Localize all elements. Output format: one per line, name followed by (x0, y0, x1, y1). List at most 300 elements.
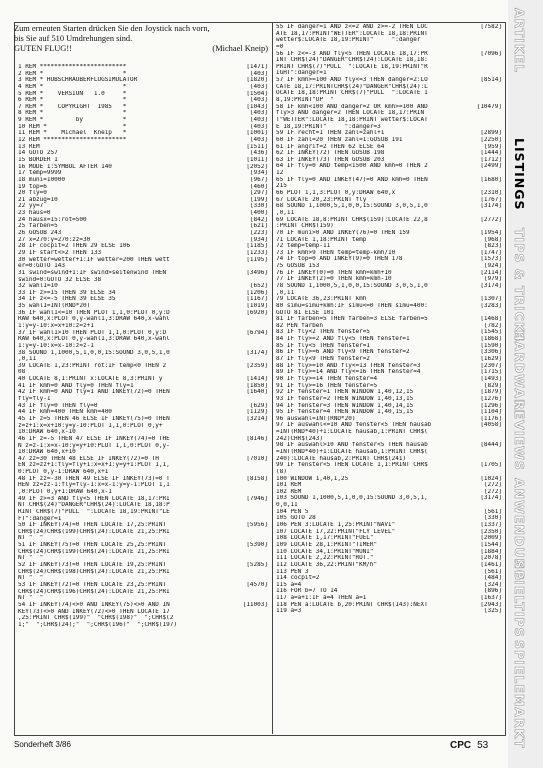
listing-line (276, 44, 502, 51)
listing-checksum: [1545] (480, 329, 502, 336)
listing-line (18, 64, 268, 71)
listing-checksum: [403] (249, 83, 268, 90)
listing-line (276, 163, 502, 170)
listing-line (18, 456, 268, 463)
listing-line (276, 77, 502, 84)
listing-checksum: [2310] (480, 190, 502, 197)
listing-line (276, 183, 502, 190)
listing-code: 45 IF z=5 THEN 46 ELSE IF INKEY(75)=0 THEN (18, 415, 170, 422)
listing-checksum: [403] (249, 97, 268, 104)
listing-line (276, 329, 502, 336)
listing-code: 14 GOTO 257 (18, 150, 58, 157)
listing-checksum: [1504] (246, 90, 268, 97)
listing-line (276, 190, 502, 197)
listing-line (276, 336, 502, 343)
listing-checksum: [629] (249, 402, 268, 409)
listing-checksum: [621] (249, 223, 268, 230)
listing-code: =0 (276, 43, 284, 50)
listing-line (276, 223, 502, 230)
listing-code: 81 IF farben=5 THEN farben=3 ELSE farben=5 (276, 316, 428, 323)
listing-line (18, 423, 268, 430)
listing-line (276, 210, 502, 217)
listing-checksum: [2499] (480, 163, 502, 170)
listing-code: 17 temp=9999 (18, 170, 62, 177)
listing-code: 39 LOCATE 1,23:PRINT rot:IF temp<0 THEN 2 (18, 362, 167, 369)
listing-line (276, 250, 502, 257)
listing-checksum: [1461] (480, 561, 502, 568)
listing-line (18, 476, 268, 483)
listing-left-column (18, 24, 268, 628)
listing-code: 118 PEN a:LOCATE b,20:PRINT CHR$(143):NEXT (276, 601, 428, 608)
listing-code: 1;" ";CHR$(24);" ";CHR$(196)" ";CHR$(197) (18, 621, 177, 628)
listing-checksum: [1879] (480, 389, 502, 396)
listing-code: 97 IF auswahl<=10 AND fenster<5 THEN hausab (276, 422, 432, 429)
listing-line (276, 409, 502, 416)
listing-code: 93 IF fenster=2 THEN WINDOW 1,40,13,15 (276, 395, 414, 402)
footer-magazine: CPC (450, 740, 472, 751)
listing-code: CHR$(24)CHR$(198)CHR$(24):LOCATE 21,25:PRI (18, 568, 170, 575)
listing-code: 18 muni=10000 (18, 176, 65, 183)
listing-code: RAW 640,x:PLOT 0,y-wahl1,3:DRAW 640,x-wahl (18, 336, 170, 343)
listing-line (276, 283, 502, 290)
listing-line (276, 290, 502, 297)
listing-line (18, 622, 268, 629)
listing-line (18, 369, 268, 376)
listing-code: 76 IF INKEY(0)=0 THEN kmh=kmh+10 (276, 269, 392, 276)
listing-code: 10 REM * * (18, 123, 127, 130)
listing-code: 94 IF fenster=3 THEN WINDOW 1,40,14,15 (276, 402, 414, 409)
listing-code: 22 yy=7 (18, 203, 44, 210)
listing-checksum: [934] (249, 236, 268, 243)
listing-line (18, 170, 268, 177)
listing-code: 84 IF fly>=2 AND fly<5 THEN fenster=1 (276, 336, 410, 343)
listing-code: 113 PEN 3 (276, 568, 309, 575)
listing-checksum: [1471] (246, 64, 268, 70)
listing-checksum: [1011] (246, 156, 268, 163)
listing-code: 48 IF zz=-30 THEN 49 ELSE IF INKEY(73)=0 T (18, 475, 170, 482)
listing-code: 105 GOTO 28 (276, 515, 316, 522)
listing-code: er=0:GOTO 143 (18, 263, 65, 270)
listing-line (276, 57, 502, 64)
listing-code: CHR$(24)CHR$(196)CHR$(24):LOCATE 21,25:PRI (18, 588, 170, 595)
listing-line (276, 203, 502, 210)
listing-code: 4 REM * * (18, 83, 127, 90)
listing-code: 21 abzug=10 (18, 196, 58, 203)
listing-code: 25 farben=5 (18, 223, 58, 230)
listing-code: 51 IF INKEY(75)=0 THEN LOCATE 25,25:PRINT (18, 542, 167, 549)
listing-checksum: [1493] (480, 375, 502, 382)
footer-page-info (450, 740, 488, 751)
listing-line (18, 110, 268, 117)
listing-line (276, 37, 502, 44)
listing-line (18, 104, 268, 111)
listing-line (18, 184, 268, 191)
listing-code: PRINT CHR$(7)"PULL ":LOCATE 18,19:PRINT"R (276, 63, 428, 70)
listing-line (276, 549, 502, 556)
intro-line-3: GUTEN FLUG!! (14, 44, 72, 53)
listing-code: 110 LOCATE 34,1:PRINT"MUNI" (276, 548, 374, 555)
listing-checksum: [8146] (246, 435, 268, 442)
listing-line (18, 336, 268, 343)
listing-line (18, 250, 268, 257)
listing-code: CHR$(24)CHR$(199)CHR$(24):LOCATE 21,25:PRI (18, 548, 170, 555)
listing-checksum: [1019] (246, 303, 268, 310)
listing-line (276, 602, 502, 609)
listing-line (276, 389, 502, 396)
listing-code: 91 IF fly>=16 THEN fenster=5 (276, 382, 378, 389)
listing-code: 24 hausx=15:rot=500 (18, 216, 87, 223)
listing-checksum: [1715] (480, 369, 502, 376)
listing-line (18, 217, 268, 224)
listing-line (276, 51, 502, 58)
listing-line (18, 290, 268, 297)
listing-line (276, 70, 502, 77)
listing-checksum: [1884] (480, 548, 502, 555)
listing-code: 92 IF fenster=1 THEN WINDOW 1,40,12,15 (276, 389, 414, 396)
listing-code: 08 (18, 369, 26, 376)
listing-line (276, 509, 502, 516)
listing-line (276, 270, 502, 277)
listing-code: RINT CHR$(7)"PULL ":LOCATE 18,19:PRINT"LE (18, 508, 170, 515)
listing-code: 12 (276, 170, 284, 177)
listing-line (18, 330, 268, 337)
listing-line (18, 263, 268, 270)
listing-line (18, 296, 268, 303)
listing-line (18, 363, 268, 370)
sidebar-section-label: REVIEWS (512, 400, 527, 471)
listing-code: 55 IF danger=1 AND z<=2 AND z>=-2 THEN LOC (276, 24, 428, 30)
listing-line (18, 535, 268, 542)
listing-checksum: [1820] (246, 77, 268, 84)
listing-code: 30 wetter=wetter+1:IF wetter=200 THEN wett (18, 256, 170, 263)
listing-checksum: [1637] (480, 595, 502, 602)
listing-line (18, 144, 268, 151)
listing-checksum: [2899] (480, 130, 502, 137)
listing-line (276, 529, 502, 536)
listing-line (18, 589, 268, 596)
listing-line (18, 609, 268, 616)
listing-line (18, 77, 268, 84)
listing-code: 64 IF fly=0 AND temp<1500 AND kmh=0 THEN 2 (276, 163, 428, 170)
listing-code: ,0,11 (18, 356, 37, 363)
listing-code: NT CHR$(24)"DANGER"CHR$(24):LOCATE 18,18:P (18, 502, 170, 509)
listing-checksum: [5285] (246, 562, 268, 569)
listing-checksum: [330] (483, 515, 502, 522)
listing-code: 74 IF top=0 AND INKEY(9)=0 THEN 178 (276, 256, 403, 263)
listing-checksum: [782] (483, 322, 502, 329)
listing-checksum: [199] (249, 196, 268, 203)
listing-line (276, 110, 502, 117)
listing-line (18, 396, 268, 403)
listing-line (18, 137, 268, 144)
listing-checksum: [1024] (480, 475, 502, 482)
listing-checksum: [1233] (246, 249, 268, 256)
listing-code: 62 IF INKEY(72) THEN GOSUB 198 (276, 150, 385, 157)
listing-line (276, 197, 502, 204)
listing-line (276, 170, 502, 177)
listing-checksum: [7946] (246, 495, 268, 502)
listing-code: EN zz=zz+1:fly=fly+1:x=x+1:y=y+1:PLOT 1,1, (18, 462, 170, 469)
listing-checksum: [1043] (246, 103, 268, 110)
listing-code: 47 zz=30 THEN 48 ELSE IF INKEY(72)=0 TH (18, 455, 159, 462)
listing-line (18, 316, 268, 323)
listing-checksum: [1680] (480, 176, 502, 183)
listing-code: E 18,19:PRINT" ":danger=3 (276, 123, 381, 130)
listing-code: 41 IF kmh=0 AND fly=0 THEN fly=1 (18, 382, 134, 389)
listing-code: 56 IF z<=-3 AND fly<5 THEN LOCATE 18,17:PR (276, 50, 428, 57)
listing-code: 68 SOUND 1,1000,5,1,0,0,15:SOUND 3,0,5,1,0 (276, 203, 428, 210)
listing-line (276, 256, 502, 263)
listing-checksum: [896] (483, 588, 502, 595)
listing-line (276, 90, 502, 97)
listing-code: 54 IF INKEY(74)<>0 AND INKEY(75)<>0 AND IN (18, 601, 170, 608)
listing-line (18, 310, 268, 317)
listing-line (18, 71, 268, 78)
listing-line (18, 230, 268, 237)
listing-line (276, 323, 502, 330)
sidebar-section-label: TIPS & TRICKS (512, 228, 527, 343)
listing-checksum: [3496] (246, 269, 268, 276)
listing-line (18, 177, 268, 184)
listing-checksum: [823] (483, 243, 502, 250)
listing-checksum: [2350] (480, 528, 502, 535)
listing-checksum: [11003] (242, 601, 268, 608)
listing-checksum: [1414] (246, 376, 268, 383)
listing-line (276, 144, 502, 151)
listing-code: 85 IF fly<5 THEN fenster=1 (276, 342, 370, 349)
listing-code: 75 GOSUB 153 (276, 263, 320, 270)
listing-line (276, 343, 502, 350)
listing-line (276, 476, 502, 483)
listing-code: 10:DRAW 640,x-10 (18, 429, 76, 436)
listing-code: 0,0,11 (276, 502, 298, 509)
listing-checksum: [2250] (480, 136, 502, 143)
listing-code: 104 PEN 5 (276, 508, 309, 515)
listing-checksum: [1747] (480, 249, 502, 256)
listing-checksum: [2078] (480, 555, 502, 562)
listing-code: 87 IF fly<9 THEN fenster=2 (276, 356, 370, 363)
listing-code: 82 PEN farben (276, 322, 323, 329)
listing-checksum: [272] (483, 482, 502, 489)
listing-line (18, 243, 268, 250)
listing-line (18, 602, 268, 609)
listing-code: 8 REM * * (18, 110, 127, 117)
listing-line (276, 535, 502, 542)
listing-code: 0:PLOT 0,y-1:DRAW 640,x+1 (18, 469, 109, 476)
listing-code: 13 REM (18, 143, 40, 150)
listing-code: 57 IF kmh>=100 AND fly<=3 THEN danger=2:LO (276, 77, 428, 84)
listing-line (276, 276, 502, 283)
listing-code: =INT(RND*40)+1:LOCATE hausab,1:PRINT CHR$( (276, 449, 428, 455)
listing-line (18, 164, 268, 171)
listing-line (276, 442, 502, 449)
listing-code: 29 IF start<>2 THEN 133 (18, 249, 102, 256)
listing-code: 33 IF z>=15 THEN 39 ELSE 34 (18, 289, 116, 296)
listing-checksum: [4570] (246, 581, 268, 588)
listing-code: KEY(73)<>0 AND INKEY(72)<>0 THEN LOCATE 17 (18, 608, 170, 615)
listing-line (276, 422, 502, 429)
listing-code: 1 REM ************************ (18, 64, 127, 70)
listing-line (276, 363, 502, 370)
listing-line (18, 462, 268, 469)
listing-code: 73 IF kmh>9 THEN temp=temp-kmh/10 (276, 249, 396, 256)
footer-page-number: 53 (477, 740, 489, 751)
listing-line (276, 462, 502, 469)
listing-line (276, 456, 502, 463)
listing-checksum: [1444] (480, 150, 502, 157)
listing-code: FT":danger=1 (18, 515, 62, 522)
listing-code: 46 IF z=-5 THEN 47 ELSE IF INKEY(74)=0 THE (18, 435, 170, 442)
listing-checksum: [967] (249, 176, 268, 183)
listing-line (18, 509, 268, 516)
listing-line (276, 588, 502, 595)
listing-code: RAW 640,x:PLOT 0,y-wahl1,3:DRAW 640,x-wahl (18, 316, 170, 323)
listing-line (276, 575, 502, 582)
listing-code: 10:DRAW 640,x+10 (18, 449, 76, 456)
listing-code: 78 SOUND 1,1000,5,1,0,0,15:SOUND 3,0,5,1,0 (276, 282, 428, 289)
listing-checksum: [403] (249, 137, 268, 144)
listing-line (18, 323, 268, 330)
listing-checksum: [403] (249, 117, 268, 124)
listing-checksum: [1307] (480, 296, 502, 303)
listing-checksum: [968] (483, 236, 502, 243)
listing-code: 7 REM * COPYRIGHT 1985 * (18, 103, 127, 110)
listing-code: 38 SOUND 1,1000,5,1,0,0,15:SOUND 3,0,5,1,0 (18, 349, 170, 356)
listing-code: 32 wahl1=10 (18, 283, 58, 290)
listing-code: 53 IF INKEY(72)=0 THEN LOCATE 23,25:PRINT (18, 581, 167, 588)
listing-line (276, 396, 502, 403)
listing-line (18, 582, 268, 589)
listing-checksum: [2359] (246, 362, 268, 369)
listing-line (276, 489, 502, 496)
listing-line (18, 150, 268, 157)
listing-checksum: [6794] (246, 329, 268, 336)
listing-line (18, 257, 268, 264)
listing-line (18, 203, 268, 210)
listing-code: 60 IF zahl=20 THEN zahl=1:GOSUB 191 (276, 136, 403, 143)
listing-code: :PRINT CHR$(159) (276, 223, 334, 230)
listing-code: 72 temp=temp-11 (276, 243, 331, 250)
listing-code: 2 REM * * (18, 70, 127, 77)
listing-code: 115 a=4 (276, 581, 302, 588)
listing-checksum: [2307] (480, 362, 502, 369)
sidebar-section-label: SPIELTIPS (512, 560, 527, 638)
listing-line (18, 615, 268, 622)
listing-code: NT " " (18, 595, 44, 602)
listing-code: 5 REM * VERSION 1.0 * (18, 90, 127, 97)
listing-line (18, 124, 268, 131)
listing-code: 31 swind=swind+1:IF swind>seitenwind THEN (18, 269, 167, 276)
listing-line (18, 482, 268, 489)
intro-line-2: bis Sie auf 510 Umdrehungen sind. (14, 34, 133, 43)
listing-line (276, 316, 502, 323)
intro-line-1: Zum erneuten Starten drücken Sie den Joystick nach vorn, (14, 24, 210, 33)
column-divider (272, 22, 273, 734)
listing-line (18, 389, 268, 396)
listing-code: 16 MODE 1:SYMBOL AFTER 140 (18, 163, 112, 170)
listing-checksum: [3214] (246, 415, 268, 422)
listing-checksum: [2943] (480, 601, 502, 608)
listing-checksum: [4058] (480, 422, 502, 429)
sidebar-section-label: ANWENDUNG (512, 478, 527, 582)
listing-line (18, 197, 268, 204)
listing-code: 50 IF INKEY(74)=0 THEN LOCATE 17,25:PRINT (18, 522, 167, 529)
listing-code: 1:y=y-10:x=x+10:z=z+1 (18, 322, 94, 329)
listing-code: 44 IF kmh=400 THEN kmh=400 (18, 409, 112, 416)
listing-checksum: [1573] (480, 256, 502, 263)
listing-code: OCATE 18,18:PRINT CHR$(7)"PULL ":LOCATE 1 (276, 90, 428, 97)
listing-code: 77 IF INKEY(2)=0 THEN kmh=kmh-10 (276, 276, 392, 283)
listing-line (276, 469, 502, 476)
listing-checksum: [1129] (246, 409, 268, 416)
listing-line (18, 223, 268, 230)
listing-line (18, 516, 268, 523)
listing-line (276, 310, 502, 317)
listing-line (18, 595, 268, 602)
listing-code: 19 top=6 (18, 183, 47, 190)
listing-line (276, 495, 502, 502)
listing-checksum: [3174] (246, 349, 268, 356)
listing-line (18, 409, 268, 416)
listing-checksum: [403] (249, 123, 268, 130)
listing-code: 215 (276, 183, 287, 190)
listing-code: fly>3 AND danger=2 THEN LOCATE 18,17:PRIN (276, 110, 425, 117)
listing-line (18, 350, 268, 357)
listing-code: 106 PEN 3:LOCATE 1,25:PRINT"NAVI" (276, 522, 396, 529)
listing-code: 3 REM * HUBSCHRAUBERFLUGSIMULATOR (18, 77, 138, 84)
listing-checksum: [6920] (246, 309, 268, 316)
listing-code: 63 IF INKEY(73) THEN GOSUB 203 (276, 156, 385, 163)
listing-code: 58 IF kmh<100 AND danger=2 OR kmh>=100 AND (276, 103, 428, 110)
listing-code: 242)CHR$(243) (276, 435, 323, 442)
listing-line (276, 303, 502, 310)
listing-checksum: [460] (249, 183, 268, 190)
listing-code: 59 IF recht=1 THEN zahl=zahl+1 (276, 130, 385, 137)
listing-code: GOTO 81 ELSE 101 (276, 309, 334, 316)
listing-code: ,0,11 (276, 289, 295, 296)
listing-checksum: [1640] (246, 389, 268, 396)
listing-code: 98 IF auswahl>10 AND fenster<5 THEN hausab (276, 442, 428, 449)
listing-checksum: [652] (249, 283, 268, 290)
listing-code: 66 PLOT 1,1,3:PLOT 0,y:DRAW 640,x (276, 190, 396, 197)
listing-code: wetter$:LOCATE 18,19:PRINT" ":danger (276, 37, 421, 44)
listing-code: 95 IF fenster=4 THEN WINDOW 1,40,15,15 (276, 409, 414, 416)
listing-checksum: [2114] (480, 269, 502, 276)
listing-code: =INT(RND*40)+1:LOCATE hausab,1:PRINT CHR$( (276, 429, 428, 436)
listing-code: 9 REM * by * (18, 117, 127, 124)
listing-line (276, 150, 502, 157)
listing-line (18, 449, 268, 456)
listing-line (276, 429, 502, 436)
listing-checksum: [3174] (480, 495, 502, 502)
listing-code: N z=z-1:x=x-10:y=y+10:PLOT 1,1,0:PLOT 0,y- (18, 442, 170, 449)
listing-code: 43 IF fly=0 THEN fly=0 (18, 402, 98, 409)
listing-code: 101 REM (276, 482, 302, 489)
listing-line (18, 416, 268, 423)
listing-checksum: [330] (249, 203, 268, 210)
listing-checksum: [842] (249, 216, 268, 223)
listing-checksum: [1337] (480, 522, 502, 529)
listing-code: 111 LOCATE 2,22:PRINT"ROT." (276, 555, 374, 562)
listing-code: HEN zz=zz-1:fly=fly-1:x=x-1:y=y-1:PLOT 1,1 (18, 482, 170, 489)
listing-checksum: [1206] (246, 289, 268, 296)
listing-code: fly=fly-1 (18, 396, 51, 403)
listing-line (276, 84, 502, 91)
listing-code: 37 IF wahl1>10 THEN PLOT 1,1,0:PLOT 0,y:D (18, 329, 167, 336)
listing-line (18, 237, 268, 244)
listing-checksum: [3306] (480, 349, 502, 356)
listing-code: 61 IF angrif=2 THEN 62 ELSE 64 (276, 143, 385, 150)
